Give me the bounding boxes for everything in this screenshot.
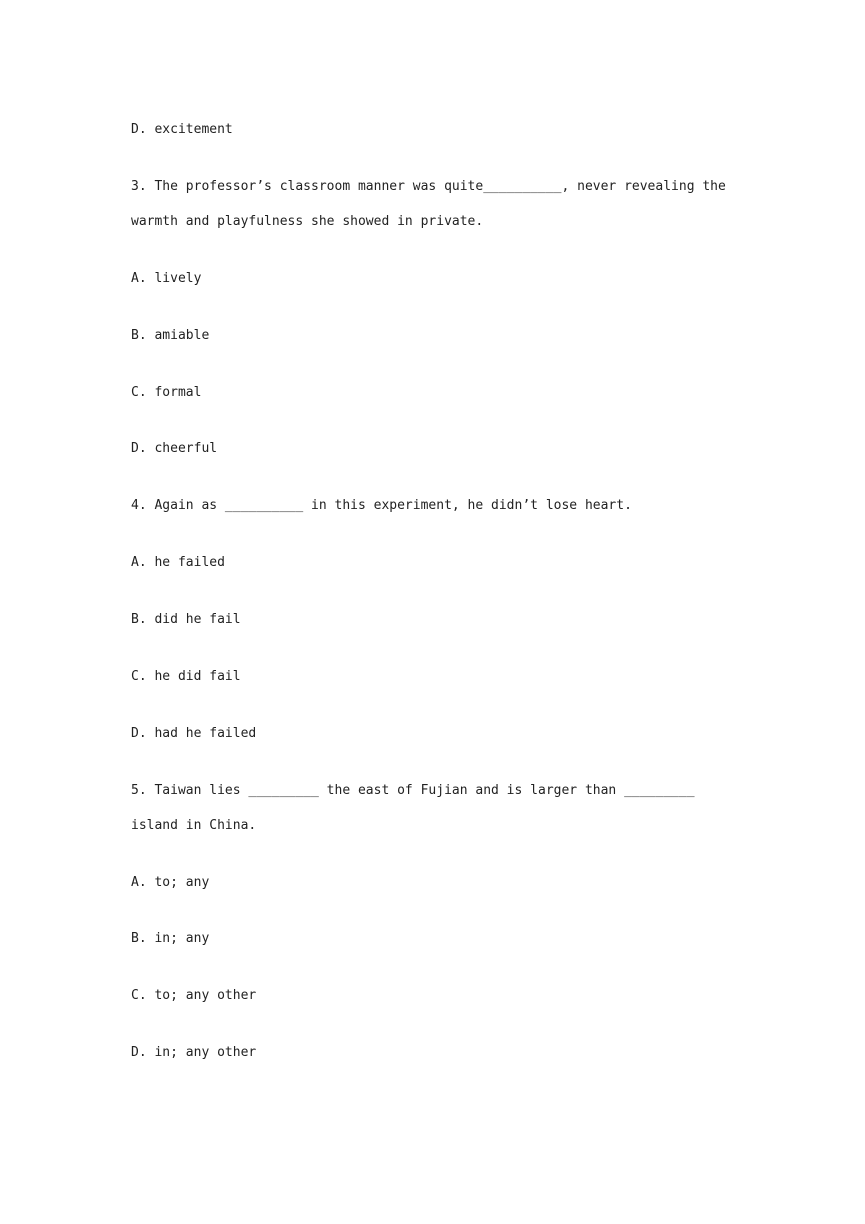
q3-option-a: A. lively <box>131 271 202 286</box>
q5-option-b: B. in; any <box>131 931 210 946</box>
q3-option-b: B. amiable <box>131 328 210 343</box>
q2-option-d: D. excitement <box>131 122 233 137</box>
q4-option-a: A. he failed <box>131 555 225 570</box>
q5-stem-line-2: island in China. <box>131 818 257 833</box>
q3-option-d: D. cheerful <box>131 441 218 456</box>
q3-stem-line-1: 3. The professor’s classroom manner was quite__________, never revealing the <box>131 179 726 194</box>
q5-option-a: A. to; any <box>131 875 210 890</box>
q5-stem-line-1: 5. Taiwan lies _________ the east of Fujian and is larger than _________ <box>131 783 695 798</box>
q4-stem: 4. Again as __________ in this experiment, he didn’t lose heart. <box>131 498 632 513</box>
q5-option-d: D. in; any other <box>131 1045 257 1060</box>
q5-option-c: C. to; any other <box>131 988 257 1003</box>
q4-option-c: C. he did fail <box>131 669 241 684</box>
q4-option-d: D. had he failed <box>131 726 257 741</box>
q4-option-b: B. did he fail <box>131 612 241 627</box>
q3-stem-line-2: warmth and playfulness she showed in private. <box>131 214 484 229</box>
q3-option-c: C. formal <box>131 385 202 400</box>
